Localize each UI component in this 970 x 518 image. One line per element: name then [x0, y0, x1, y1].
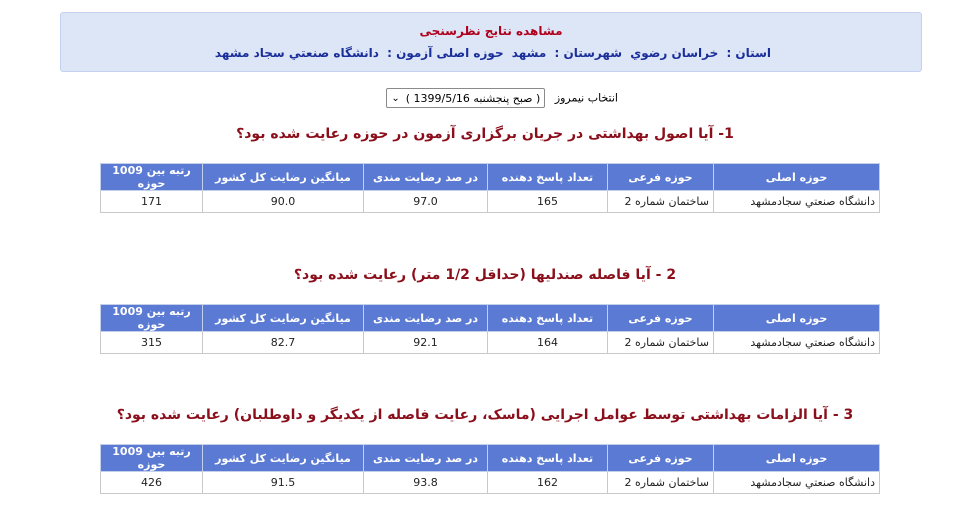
location-info — [211, 46, 771, 60]
col-header-national-average: میانگین رضایت کل کشور — [203, 164, 364, 191]
cell-national-average: 90.0 — [203, 191, 364, 213]
province-label: استان : — [726, 46, 771, 60]
col-header-rank: رتبه بین 1009 حوزه — [101, 445, 203, 472]
chevron-down-icon: ⌄ — [391, 92, 400, 104]
cell-national-average: 82.7 — [203, 332, 364, 354]
cell-sub-center: ساختمان شماره 2 — [608, 191, 714, 213]
col-header-sub-center: حوزه فرعی — [608, 445, 714, 472]
cell-rank: 171 — [101, 191, 203, 213]
col-header-rank: رتبه بین 1009 حوزه — [101, 164, 203, 191]
col-header-satisfaction: در صد رضایت مندی — [364, 164, 488, 191]
col-header-satisfaction: در صد رضایت مندی — [364, 305, 488, 332]
cell-sub-center: ساختمان شماره 2 — [608, 472, 714, 494]
header-panel — [60, 12, 922, 72]
table-row — [101, 472, 880, 494]
col-header-respondents: تعداد پاسخ دهنده — [488, 305, 608, 332]
county-value: مشهد — [511, 46, 547, 60]
center-value: دانشگاه صنعتي سجاد مشهد — [214, 46, 379, 60]
col-header-sub-center: حوزه فرعی — [608, 164, 714, 191]
results-table-1 — [100, 163, 880, 213]
col-header-satisfaction: در صد رضایت مندی — [364, 445, 488, 472]
table-row — [101, 332, 880, 354]
table-header-row — [101, 445, 880, 472]
cell-satisfaction: 97.0 — [364, 191, 488, 213]
cell-sub-center: ساختمان شماره 2 — [608, 332, 714, 354]
col-header-rank: رتبه بین 1009 حوزه — [101, 305, 203, 332]
question-3-title: 3 - آیا الزامات بهداشتی توسط عوامل اجرایی (ماسک، رعایت فاصله از یکدیگر و داوطلبان) رعایت شده بود؟ — [116, 407, 854, 423]
cell-national-average: 91.5 — [203, 472, 364, 494]
results-table-2 — [100, 304, 880, 354]
cell-main-center: دانشگاه صنعتي سجادمشهد — [714, 332, 880, 354]
cell-satisfaction: 93.8 — [364, 472, 488, 494]
question-1-title: 1- آیا اصول بهداشتی در جریان برگزاری آزمون در حوزه رعایت شده بود؟ — [236, 126, 734, 142]
col-header-main-center: حوزه اصلی — [714, 305, 880, 332]
col-header-national-average: میانگین رضایت کل کشور — [203, 445, 364, 472]
session-select-value: ( صبح پنجشنبه 1399/5/16 ) — [405, 91, 541, 105]
cell-main-center: دانشگاه صنعتي سجادمشهد — [714, 191, 880, 213]
session-select[interactable] — [386, 88, 545, 108]
cell-rank: 426 — [101, 472, 203, 494]
county-label: شهرستان : — [554, 46, 623, 60]
col-header-national-average: میانگین رضایت کل کشور — [203, 305, 364, 332]
province-value: خراسان رضوي — [630, 46, 719, 60]
page-title: مشاهده نتايج نظرسنجی — [419, 24, 563, 38]
cell-respondents: 164 — [488, 332, 608, 354]
col-header-main-center: حوزه اصلی — [714, 164, 880, 191]
col-header-main-center: حوزه اصلی — [714, 445, 880, 472]
session-filter-label: انتخاب نیمروز — [554, 91, 618, 105]
col-header-respondents: تعداد پاسخ دهنده — [488, 164, 608, 191]
col-header-respondents: تعداد پاسخ دهنده — [488, 445, 608, 472]
question-2-title: 2 - آیا فاصله صندلیها (حداقل 1/2 متر) رعایت شده بود؟ — [293, 267, 677, 283]
table-row — [101, 191, 880, 213]
cell-main-center: دانشگاه صنعتي سجادمشهد — [714, 472, 880, 494]
table-header-row — [101, 164, 880, 191]
table-header-row — [101, 305, 880, 332]
center-label: حوزه اصلی آزمون : — [387, 46, 504, 60]
results-table-3 — [100, 444, 880, 494]
cell-satisfaction: 92.1 — [364, 332, 488, 354]
cell-respondents: 162 — [488, 472, 608, 494]
session-filter — [386, 88, 618, 108]
col-header-sub-center: حوزه فرعی — [608, 305, 714, 332]
cell-respondents: 165 — [488, 191, 608, 213]
cell-rank: 315 — [101, 332, 203, 354]
